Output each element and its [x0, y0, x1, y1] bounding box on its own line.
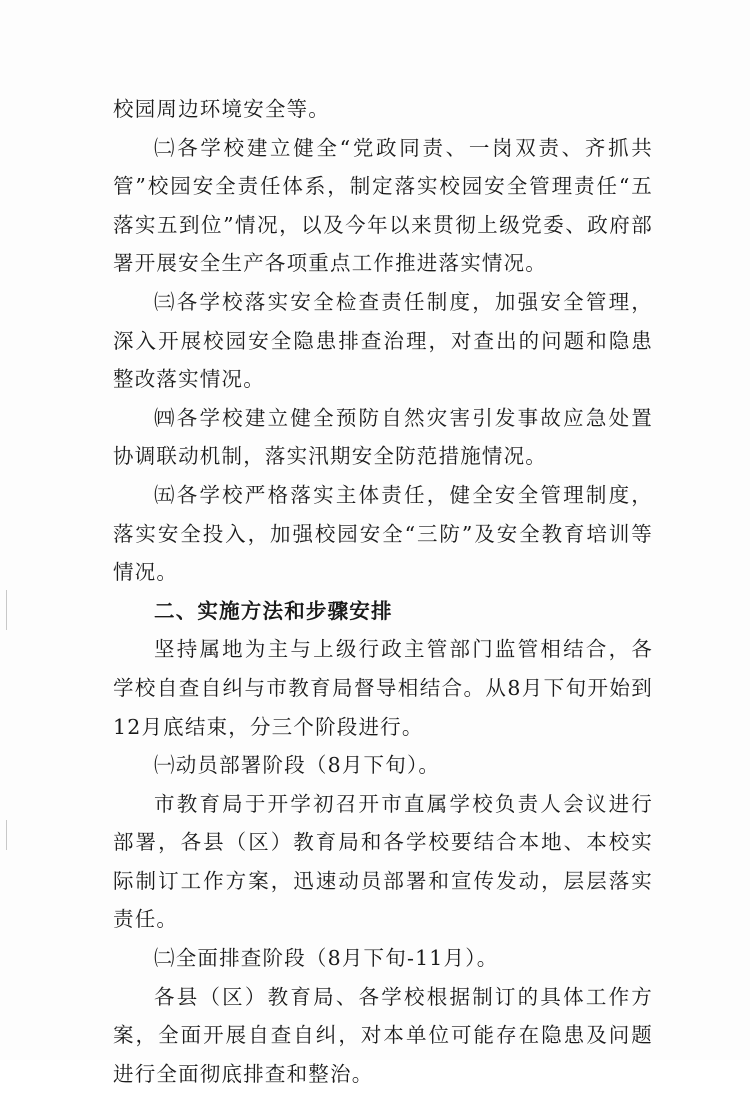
paragraph-continuation: 校园周边环境安全等。	[113, 97, 330, 121]
scan-edge-mark	[6, 590, 7, 630]
paragraph-item-5: ㈤各学校严格落实主体责任，健全安全管理制度，落实安全投入，加强校园安全“三防”及安全教育培训等情况。	[113, 482, 653, 585]
paragraph-stage-2-body: 各县（区）教育局、各学校根据制订的具体工作方案，全面开展自查自纠，对本单位可能存在隐患及问题进行全面彻底排查和整治。	[113, 984, 653, 1086]
paragraph-item-4: ㈣各学校建立健全预防自然灾害引发事故应急处置协调联动机制，落实汛期安全防范措施情况。	[113, 405, 653, 469]
section-heading: 二、实施方法和步骤安排	[154, 598, 393, 623]
scan-edge-mark	[6, 820, 7, 850]
paragraph-item-2: ㈡各学校建立健全“党政同责、一岗双责、齐抓共管”校园安全责任体系，制定落实校园安全管理责任“五落实五到位”情况，以及今年以来贯彻上级党委、政府部署开展安全生产各项重点工作推进落实情况。	[113, 135, 653, 276]
paragraph-item-3: ㈢各学校落实安全检查责任制度，加强安全管理，深入开展校园安全隐患排查治理，对查出的问题和隐患整改落实情况。	[113, 289, 653, 392]
paragraph-stage-1-title: ㈠动员部署阶段（8月下旬）。	[154, 753, 441, 778]
paragraph-stage-1-body: 市教育局于开学初召开市直属学校负责人会议进行部署，各县（区）教育局和各学校要结合本地、本校实际制订工作方案，迅速动员部署和宣传发动，层层落实责任。	[113, 791, 653, 932]
paragraph-method: 坚持属地为主与上级行政主管部门监管相结合，各学校自查自纠与市教育局督导相结合。从8月下旬开始到12月底结束，分三个阶段进行。	[113, 637, 653, 739]
paragraph-stage-2-title: ㈡全面排查阶段（8月下旬-11月）。	[154, 946, 499, 971]
document-body	[113, 90, 653, 1093]
